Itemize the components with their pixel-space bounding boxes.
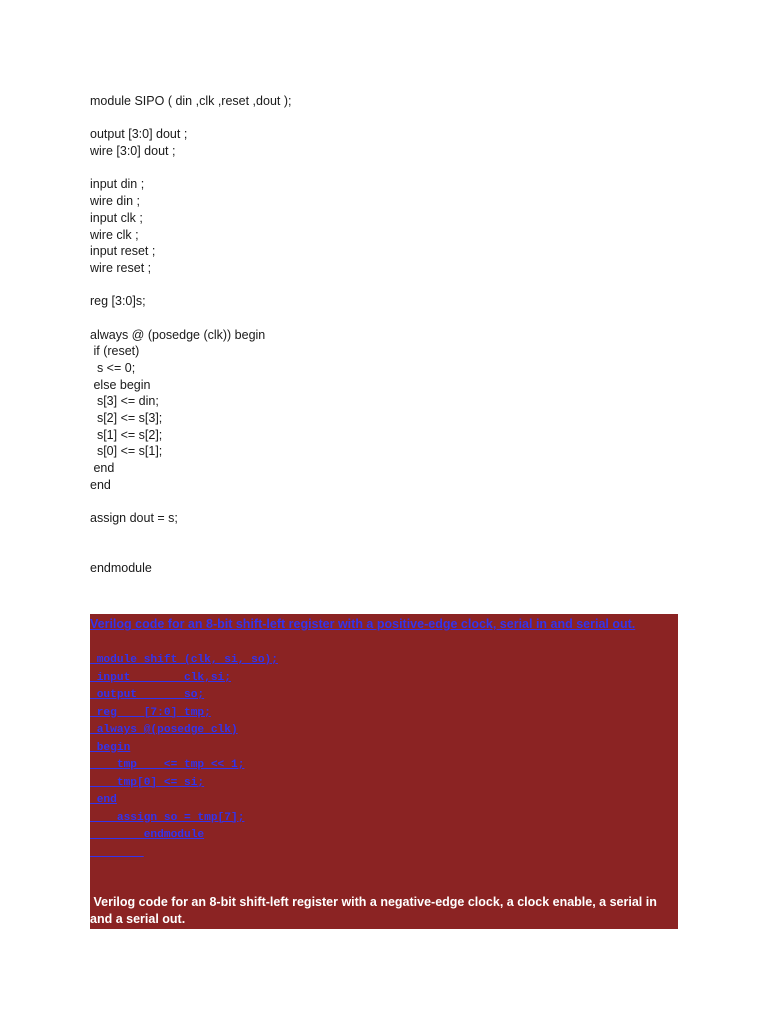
code-line: s[1] <= s[2]; xyxy=(90,427,163,442)
code-line: wire din ; xyxy=(90,194,141,209)
code-line xyxy=(90,527,690,544)
code-line: input reset ; xyxy=(90,244,156,259)
code-line: wire clk ; xyxy=(90,227,139,242)
code-line: output [3:0] dout ; xyxy=(90,127,188,142)
code-link-line[interactable]: tmp <= tmp << 1; xyxy=(90,759,245,771)
code-link-line[interactable]: begin xyxy=(90,741,131,754)
code-line: reg [3:0]s; xyxy=(90,294,146,309)
code-link-line[interactable]: output so; xyxy=(90,689,205,701)
code-line xyxy=(90,494,690,511)
negative-edge-heading: Verilog code for an 8-bit shift-left register with a negative-edge clock, a clock enable, a serial in and a serial out. xyxy=(90,895,661,926)
code-line: wire [3:0] dout ; xyxy=(90,144,176,159)
code-link-line[interactable]: reg [7:0] tmp; xyxy=(90,706,211,719)
code-line xyxy=(90,310,690,327)
code-line: if (reset) xyxy=(90,344,140,359)
code-line: input din ; xyxy=(90,177,145,192)
code-line: s[3] <= din; xyxy=(90,394,159,409)
code-line: s[2] <= s[3]; xyxy=(90,411,163,426)
code-line: s[0] <= s[1]; xyxy=(90,444,163,459)
code-line: s <= 0; xyxy=(90,361,136,375)
code-line: always @ (posedge (clk)) begin xyxy=(90,327,266,342)
code-line: wire reset ; xyxy=(90,260,152,275)
code-line xyxy=(90,544,690,561)
code-line: end xyxy=(90,477,111,492)
code-line xyxy=(90,110,690,127)
code-link-line[interactable]: assign so = tmp[7]; xyxy=(90,811,245,824)
code-line: assign dout = s; xyxy=(90,511,178,526)
code-line: module SIPO ( din ,clk ,reset ,dout ); xyxy=(90,94,292,108)
shift-register-heading-link[interactable]: Verilog code for an 8-bit shift-left register with a positive-edge clock, serial in and serial out. xyxy=(90,617,636,631)
code-link-line[interactable]: module shift (clk, si, so); xyxy=(90,654,278,666)
code-line: endmodule xyxy=(90,561,152,576)
shift-register-code xyxy=(90,652,278,862)
code-line xyxy=(90,160,690,177)
shift-register-section xyxy=(90,614,678,929)
code-link-line[interactable]: tmp[0] <= si; xyxy=(90,776,205,789)
code-link-line[interactable]: always @(posedge clk) xyxy=(90,724,238,736)
code-link-line[interactable]: input clk,si; xyxy=(90,671,231,684)
code-line: else begin xyxy=(90,377,151,392)
code-line xyxy=(90,277,690,294)
code-line: end xyxy=(90,461,115,476)
code-link-line[interactable]: endmodule xyxy=(90,829,205,841)
code-link-line[interactable]: end xyxy=(90,794,117,806)
code-link-line[interactable] xyxy=(90,845,278,863)
code-line: input clk ; xyxy=(90,210,143,225)
sipo-verilog-code xyxy=(90,93,690,577)
